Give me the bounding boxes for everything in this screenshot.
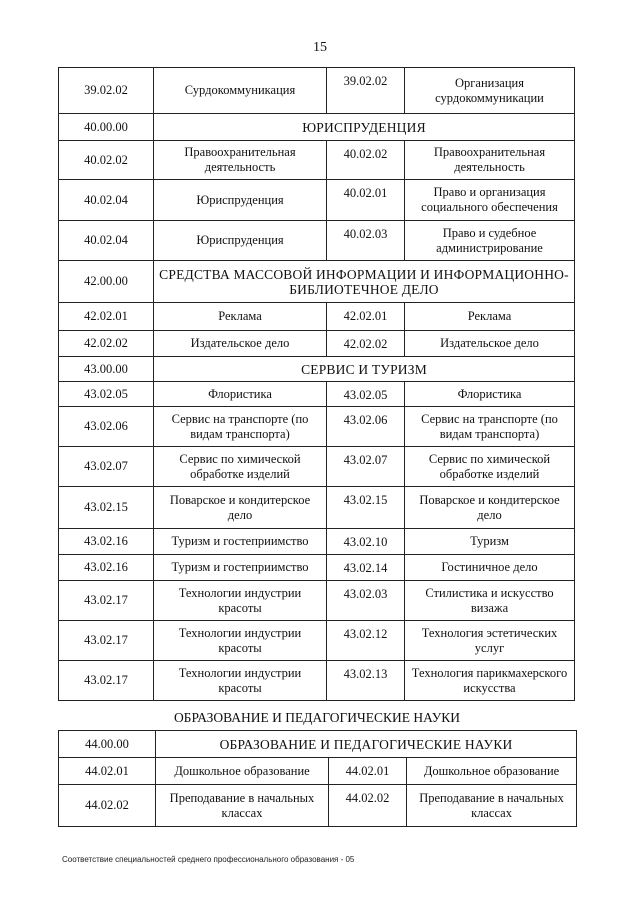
current-name: Дошкольное образование: [156, 758, 329, 785]
table-row: [59, 487, 575, 529]
table-row: [59, 529, 575, 555]
previous-code: 44.02.02: [329, 785, 407, 827]
table-row: [59, 141, 575, 180]
table-row: [59, 758, 577, 785]
specialties-table-body: [59, 68, 575, 701]
previous-name: Технология парикмахерского искусства: [405, 661, 575, 701]
section-code: 42.00.00: [59, 261, 154, 303]
previous-code: 40.02.01: [327, 180, 405, 221]
table-row: [59, 331, 575, 357]
section-title: ОБРАЗОВАНИЕ И ПЕДАГОГИЧЕСКИЕ НАУКИ: [156, 731, 577, 758]
previous-name: Право и судебное администрирование: [405, 221, 575, 261]
section-title: СЕРВИС И ТУРИЗМ: [154, 357, 575, 382]
current-name: Издательское дело: [154, 331, 327, 357]
current-name: Юриспруденция: [154, 221, 327, 261]
current-code: 42.02.01: [59, 303, 154, 331]
table-row: [59, 621, 575, 661]
previous-code: 44.02.01: [329, 758, 407, 785]
current-code: 40.02.02: [59, 141, 154, 180]
section-row: [59, 114, 575, 141]
previous-name: Правоохранительная деятельность: [405, 141, 575, 180]
current-name: Сервис на транспорте (по видам транспорта): [154, 407, 327, 447]
current-name: Юриспруденция: [154, 180, 327, 221]
current-code: 43.02.17: [59, 621, 154, 661]
specialties-table: [58, 67, 575, 701]
table-row: [59, 407, 575, 447]
previous-code: 39.02.02: [327, 68, 405, 114]
previous-name: Право и организация социального обеспечения: [405, 180, 575, 221]
current-name: Флористика: [154, 382, 327, 407]
current-name: Сурдокоммуникация: [154, 68, 327, 114]
current-code: 43.02.07: [59, 447, 154, 487]
previous-code: 43.02.03: [327, 581, 405, 621]
table-row: [59, 221, 575, 261]
previous-code: 43.02.14: [327, 555, 405, 581]
current-code: 44.02.01: [59, 758, 156, 785]
table-row: [59, 303, 575, 331]
current-name: Технологии индустрии красоты: [154, 661, 327, 701]
previous-code: 40.02.02: [327, 141, 405, 180]
previous-name: Сервис по химической обработке изделий: [405, 447, 575, 487]
previous-code: 42.02.01: [327, 303, 405, 331]
previous-name: Реклама: [405, 303, 575, 331]
page-number: 15: [313, 40, 327, 55]
education-table-body: [59, 731, 577, 827]
section-row: [59, 357, 575, 382]
previous-code: 43.02.13: [327, 661, 405, 701]
table-row: [59, 382, 575, 407]
current-name: Правоохранительная деятельность: [154, 141, 327, 180]
previous-name: Организация сурдокоммуникации: [405, 68, 575, 114]
previous-code: 43.02.06: [327, 407, 405, 447]
table-row: [59, 447, 575, 487]
previous-name: Преподавание в начальных классах: [407, 785, 577, 827]
previous-name: Стилистика и искусство визажа: [405, 581, 575, 621]
previous-code: 43.02.15: [327, 487, 405, 529]
section-code: 43.00.00: [59, 357, 154, 382]
current-code: 43.02.16: [59, 529, 154, 555]
previous-code: 40.02.03: [327, 221, 405, 261]
current-name: Преподавание в начальных классах: [156, 785, 329, 827]
table-row: [59, 68, 575, 114]
previous-name: Издательское дело: [405, 331, 575, 357]
previous-name: Флористика: [405, 382, 575, 407]
current-name: Туризм и гостеприимство: [154, 555, 327, 581]
section-code: 44.00.00: [59, 731, 156, 758]
previous-name: Поварское и кондитерское дело: [405, 487, 575, 529]
current-code: 43.02.16: [59, 555, 154, 581]
current-code: 39.02.02: [59, 68, 154, 114]
current-code: 43.02.05: [59, 382, 154, 407]
table-row: [59, 180, 575, 221]
current-code: 43.02.06: [59, 407, 154, 447]
current-code: 43.02.17: [59, 661, 154, 701]
previous-name: Туризм: [405, 529, 575, 555]
current-code: 40.02.04: [59, 221, 154, 261]
current-code: 44.02.02: [59, 785, 156, 827]
current-name: Технологии индустрии красоты: [154, 581, 327, 621]
current-code: 43.02.15: [59, 487, 154, 529]
section-row: [59, 731, 577, 758]
section-title: СРЕДСТВА МАССОВОЙ ИНФОРМАЦИИ И ИНФОРМАЦИОННО-БИБЛИОТЕЧНОЕ ДЕЛО: [154, 261, 575, 303]
section-title: ЮРИСПРУДЕНЦИЯ: [154, 114, 575, 141]
current-name: Поварское и кондитерское дело: [154, 487, 327, 529]
previous-name: Сервис на транспорте (по видам транспорта): [405, 407, 575, 447]
current-name: Сервис по химической обработке изделий: [154, 447, 327, 487]
table-row: [59, 555, 575, 581]
previous-code: 42.02.02: [327, 331, 405, 357]
current-code: 42.02.02: [59, 331, 154, 357]
previous-name: Дошкольное образование: [407, 758, 577, 785]
previous-name: Гостиничное дело: [405, 555, 575, 581]
table-row: [59, 581, 575, 621]
section-row: [59, 261, 575, 303]
previous-code: 43.02.05: [327, 382, 405, 407]
current-code: 40.02.04: [59, 180, 154, 221]
section-code: 40.00.00: [59, 114, 154, 141]
previous-code: 43.02.10: [327, 529, 405, 555]
current-name: Технологии индустрии красоты: [154, 621, 327, 661]
current-name: Туризм и гостеприимство: [154, 529, 327, 555]
footer-note: Соответствие специальностей среднего профессионального образования - 05: [62, 855, 355, 864]
table-row: [59, 785, 577, 827]
section-caption: ОБРАЗОВАНИЕ И ПЕДАГОГИЧЕСКИЕ НАУКИ: [173, 710, 461, 725]
current-name: Реклама: [154, 303, 327, 331]
table-row: [59, 661, 575, 701]
previous-code: 43.02.12: [327, 621, 405, 661]
previous-code: 43.02.07: [327, 447, 405, 487]
current-code: 43.02.17: [59, 581, 154, 621]
previous-name: Технология эстетических услуг: [405, 621, 575, 661]
education-table: [58, 730, 577, 827]
